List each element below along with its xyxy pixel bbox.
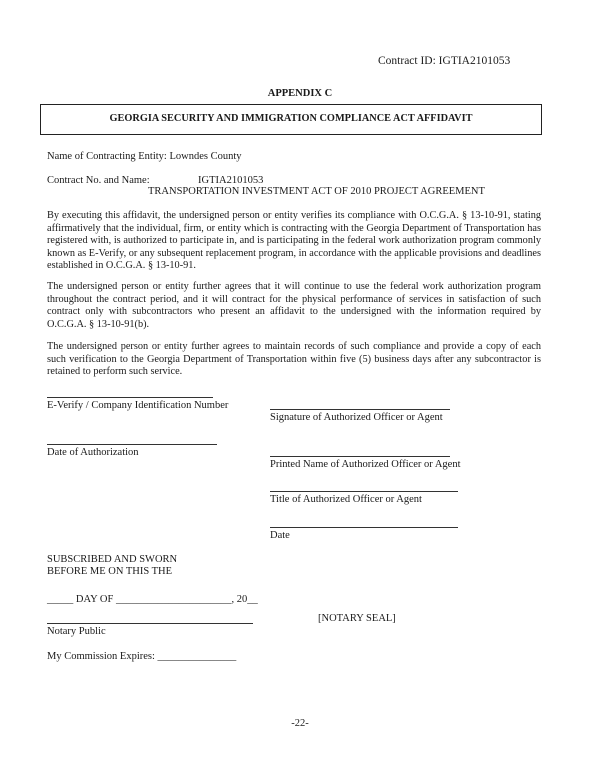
title-officer-line bbox=[270, 491, 458, 492]
everify-line bbox=[47, 397, 213, 398]
notary-public-label: Notary Public bbox=[47, 626, 106, 637]
contract-id: Contract ID: IGTIA2101053 bbox=[378, 55, 511, 67]
contract-label: Contract No. and Name: bbox=[47, 175, 150, 186]
contracting-entity: Name of Contracting Entity: Lowndes County bbox=[47, 151, 242, 162]
date-authorization-line bbox=[47, 444, 217, 445]
title-box bbox=[40, 104, 542, 135]
printed-name-label: Printed Name of Authorized Officer or Agent bbox=[270, 459, 461, 470]
date-authorization-label: Date of Authorization bbox=[47, 447, 139, 458]
affidavit-title: GEORGIA SECURITY AND IMMIGRATION COMPLIANCE ACT AFFIDAVIT bbox=[109, 113, 473, 124]
signature-line bbox=[270, 409, 450, 410]
contract-name: TRANSPORTATION INVESTMENT ACT OF 2010 PROJECT AGREEMENT bbox=[148, 186, 485, 197]
paragraph-verification: By executing this affidavit, the undersigned person or entity verifies its compliance with O.C.G.A. § 13-10-91, stating affirmatively that the individual, firm, or entity which is contracting with the Georgia Department of Transportation has registered with, is authorized to participate in, and is participating in the federal work authorization program commonly known as E-Verify, or any subsequent replacement program, in accordance with the applicable provisions and deadlines established in O.C.G.A. § 13-10-91. bbox=[47, 210, 541, 272]
page-number: -22- bbox=[291, 718, 309, 729]
signature-label: Signature of Authorized Officer or Agent bbox=[270, 412, 443, 423]
appendix-heading: APPENDIX C bbox=[267, 88, 333, 99]
commission-expires: My Commission Expires: _______________ bbox=[47, 651, 237, 662]
date-line bbox=[270, 527, 458, 528]
printed-name-line bbox=[270, 456, 450, 457]
date-label: Date bbox=[270, 530, 290, 541]
notary-seal: [NOTARY SEAL] bbox=[318, 613, 396, 624]
notary-public-line bbox=[47, 623, 253, 624]
paragraph-continuation: The undersigned person or entity further agrees that it will continue to use the federal work authorization program throughout the contract period, and it will contract for the physical performance of services in satisfaction of such contract only with subcontractors who present an affidavit to the undersigned with the information required by O.C.G.A. § 13-10-91(b). bbox=[47, 281, 541, 330]
everify-label: E-Verify / Company Identification Number bbox=[47, 400, 229, 411]
subscribed-line-2: BEFORE ME ON THIS THE bbox=[47, 566, 173, 577]
subscribed-line-1: SUBSCRIBED AND SWORN bbox=[47, 554, 178, 565]
title-officer-label: Title of Authorized Officer or Agent bbox=[270, 494, 422, 505]
day-of-line: _____ DAY OF ______________________, 20__ bbox=[47, 594, 258, 605]
contract-number: IGTIA2101053 bbox=[198, 175, 264, 186]
paragraph-records: The undersigned person or entity further agrees to maintain records of such compliance and provide a copy of each such verification to the Georgia Department of Transportation within five (5) business days after any subcontractor is retained to perform such service. bbox=[47, 341, 541, 378]
